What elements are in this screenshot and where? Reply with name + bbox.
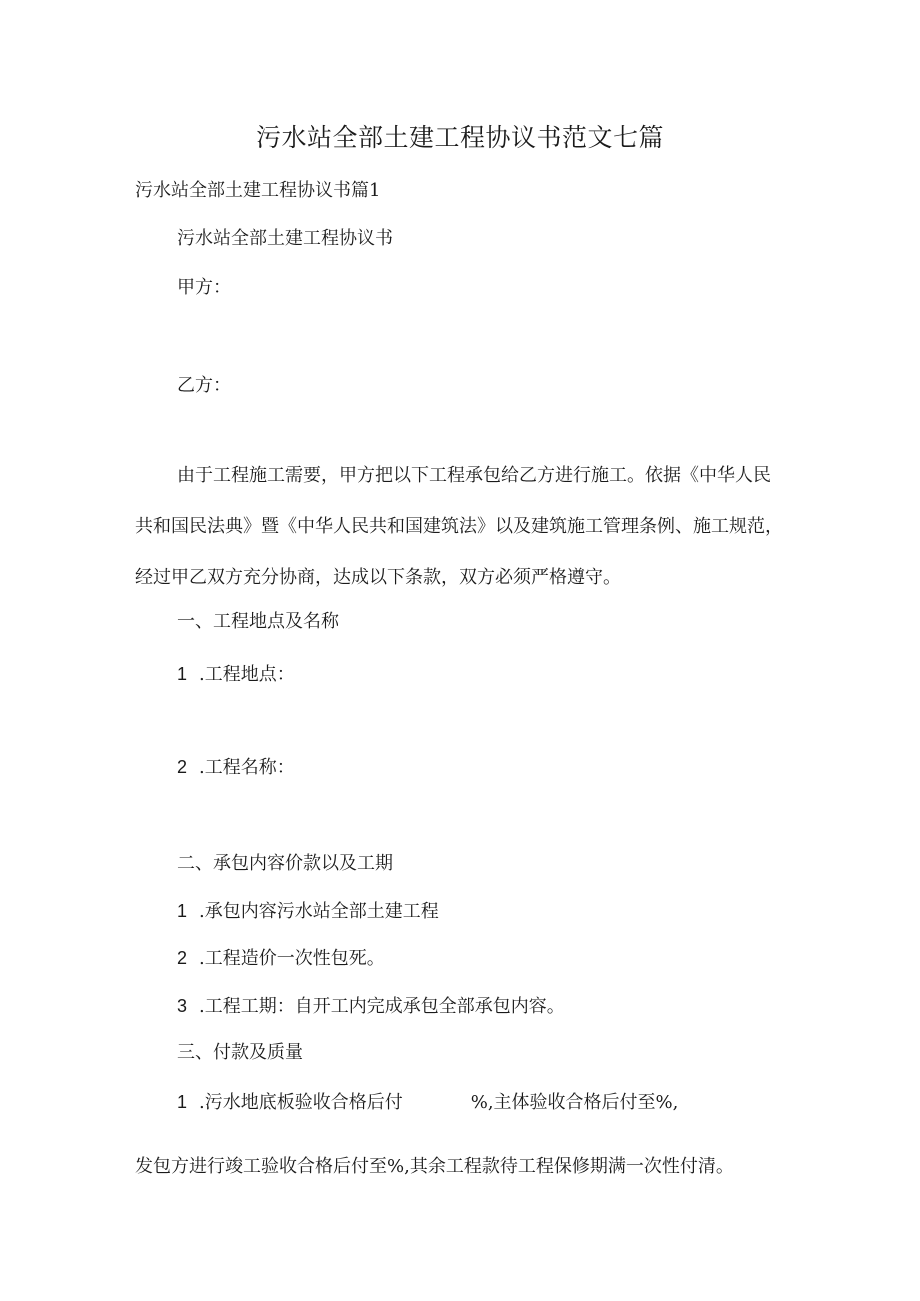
item-text: .承包内容污水站全部土建工程 — [199, 901, 439, 922]
agreement-title: 污水站全部土建工程协议书 — [177, 228, 393, 249]
clause-3-item — [177, 1090, 678, 1115]
intro-line-2: 共和国民法典》暨《中华人民共和国建筑法》以及建筑施工管理条例、施工规范， — [135, 516, 783, 537]
document-title: 污水站全部土建工程协议书范文七篇 — [255, 123, 664, 152]
clause-2-item — [177, 899, 439, 924]
item-number: 3 — [177, 996, 188, 1016]
clause-1-heading: 一、工程地点及名称 — [177, 611, 339, 632]
item-number: 1 — [177, 1092, 188, 1112]
clause-1-item — [177, 755, 295, 780]
clause-2-item — [177, 994, 565, 1019]
item-text: .工程造价一次性包死。 — [199, 948, 385, 969]
item-number: 2 — [177, 757, 188, 777]
item-number: 2 — [177, 948, 188, 968]
clause-2-heading: 二、承包内容价款以及工期 — [177, 853, 393, 874]
intro-line-1: 由于工程施工需要，甲方把以下工程承包给乙方进行施工。依据《中华人民 — [177, 465, 771, 486]
item-text: .污水地底板验收合格后付 — [199, 1092, 403, 1113]
item-text: .工程名称： — [199, 757, 295, 778]
clause-2-item — [177, 946, 385, 971]
item-number: 1 — [177, 901, 188, 921]
item-text: .工程工期：自开工内完成承包全部承包内容。 — [199, 996, 565, 1017]
item-number: 1 — [177, 664, 188, 684]
party-a-label: 甲方： — [177, 277, 231, 298]
party-b-label: 乙方： — [177, 375, 231, 396]
clause-3-heading: 三、付款及质量 — [177, 1042, 303, 1063]
clause-1-item — [177, 662, 295, 687]
item-text-continued: %,主体验收合格后付至%, — [470, 1092, 679, 1113]
clause-3-continuation: 发包方进行竣工验收合格后付至%,其余工程款待工程保修期满一次性付清。 — [135, 1156, 734, 1177]
item-text: .工程地点： — [199, 664, 295, 685]
intro-line-3: 经过甲乙双方充分协商，达成以下条款，双方必须严格遵守。 — [135, 567, 621, 588]
section-heading: 污水站全部土建工程协议书篇1 — [135, 180, 381, 201]
